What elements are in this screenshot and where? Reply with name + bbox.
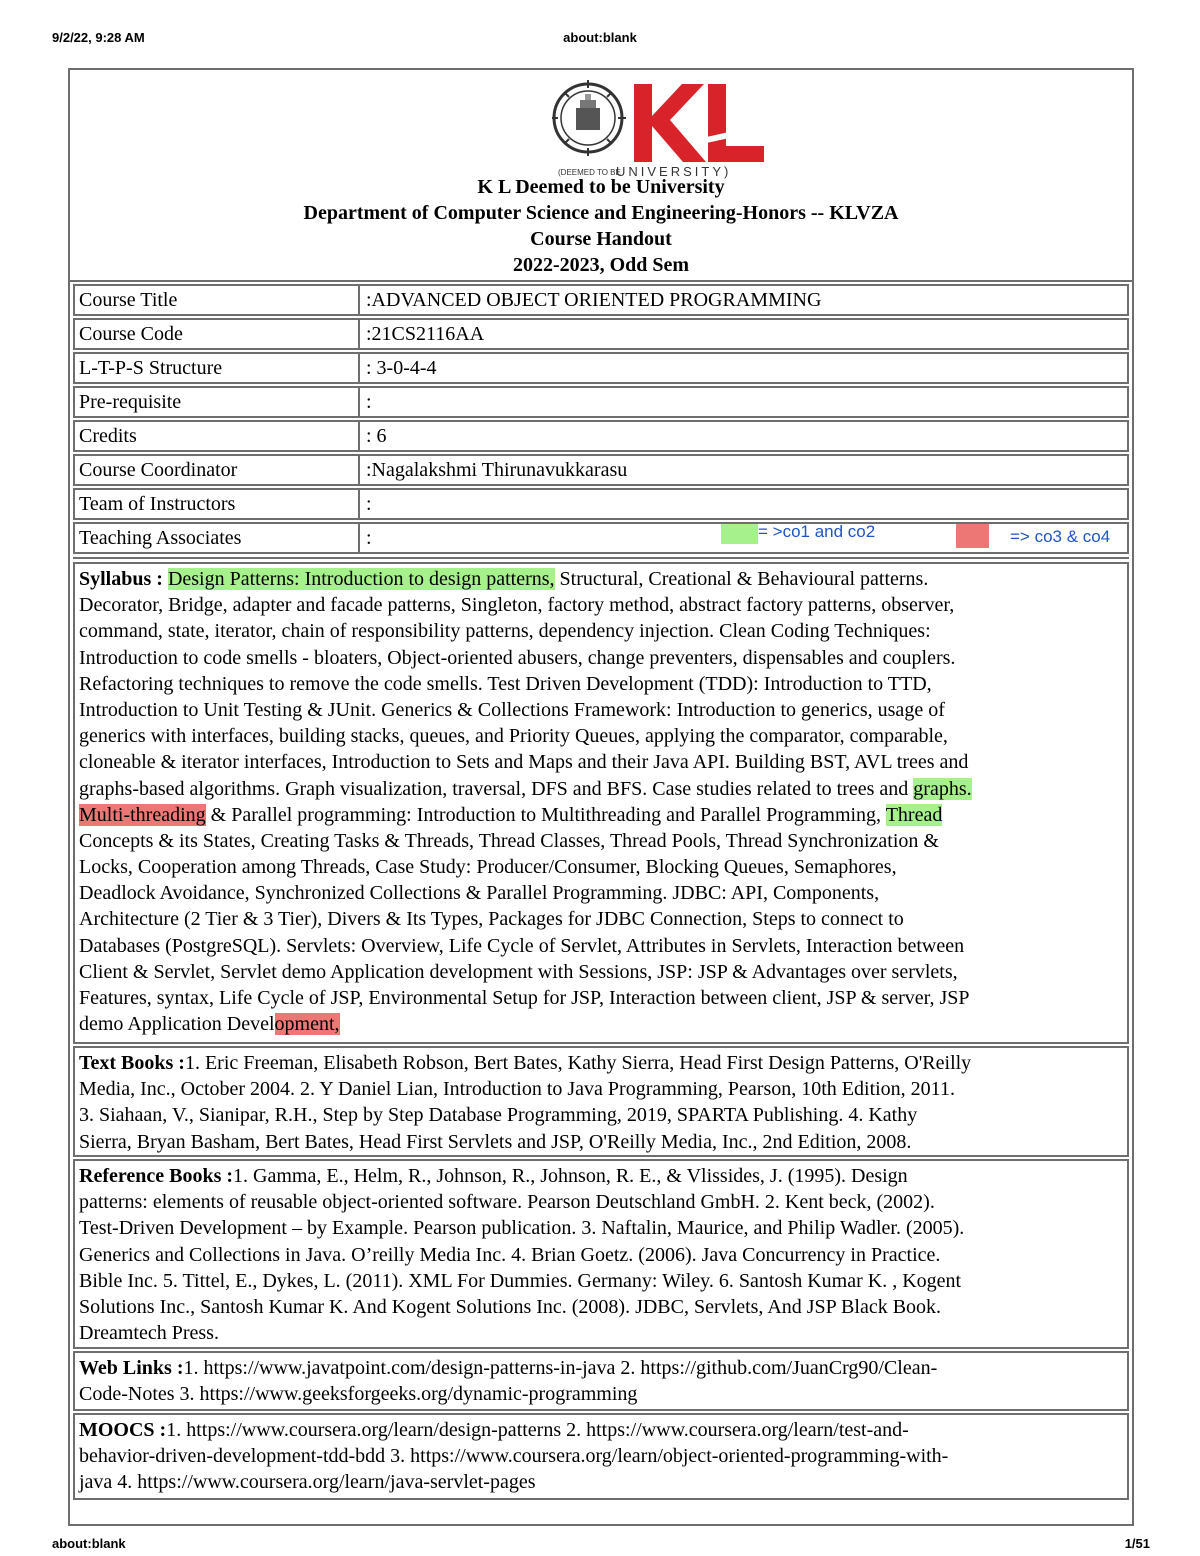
syllabus-highlight-red: Multi-threading — [79, 803, 206, 826]
info-row-course-code — [73, 318, 1129, 350]
syllabus-line: cloneable & iterator interfaces, Introduction to Sets and Maps and their Java API. Building BST, AVL trees and — [79, 751, 969, 774]
syllabus-text: Structural, Creational & Behavioural patterns. — [554, 568, 929, 590]
syllabus-text: demo Application Devel — [79, 1013, 275, 1036]
info-row-course-title — [73, 284, 1129, 316]
university-name: K L Deemed to be University — [477, 176, 725, 198]
academic-term: 2022-2023, Odd Sem — [512, 254, 690, 276]
syllabus-line: Client & Servlet, Servlet demo Application development with Sessions, JSP: JSP & Advantages over servlets, — [79, 960, 958, 983]
web-links-line[interactable]: Code-Notes 3. https://www.geeksforgeeks.org/dynamic-programming — [79, 1383, 638, 1406]
info-label: Course Coordinator — [75, 456, 360, 484]
text-books-line: Media, Inc., October 2004. 2. Y Daniel Lian, Introduction to Java Programming, Pearson, 10th Edition, 2011. — [79, 1078, 955, 1101]
syllabus-highlight-green: graphs. — [913, 777, 972, 800]
syllabus-line: command, state, iterator, chain of responsibility patterns, dependency injection. Clean Coding Techniques: — [79, 620, 931, 643]
syllabus-highlight-green: Thread — [885, 803, 943, 826]
legend-red-label: => co3 & co4 — [1010, 527, 1111, 546]
info-value: : 3-0-4-4 — [366, 357, 437, 379]
syllabus-line: Introduction to Unit Testing & JUnit. Generics & Collections Framework: Introduction to generics, usage of — [79, 698, 945, 721]
text-books-line: 1. Eric Freeman, Elisabeth Robson, Bert Bates, Kathy Sierra, Head First Design Patterns, O'Reilly — [184, 1052, 972, 1074]
print-footer-url: about:blank — [52, 1536, 126, 1551]
reference-books-heading: Reference Books : — [79, 1165, 234, 1187]
reference-books-line: Solutions Inc., Santosh Kumar K. And Kogent Solutions Inc. (2008). JDBC, Servlets, And JSP Black Book. — [79, 1295, 942, 1318]
text-books-line: Sierra, Bryan Basham, Bert Bates, Head First Servlets and JSP, O'Reilly Media, Inc., 2nd Edition, 2008. — [79, 1130, 912, 1153]
text-books-line: 3. Siahaan, V., Sianipar, R.H., Step by Step Database Programming, 2019, SPARTA Publishing. 4. Kathy — [79, 1104, 918, 1127]
info-value: : — [366, 391, 372, 413]
print-footer — [0, 1536, 1200, 1556]
logo-badge: (DEEMED TO BE — [558, 168, 621, 177]
syllabus-heading: Syllabus : — [79, 568, 163, 590]
reference-books-line: patterns: elements of reusable object-oriented software. Pearson Deutschland GmbH. 2. Kent beck, (2002). — [79, 1191, 935, 1214]
legend-red-swatch — [956, 524, 989, 548]
info-label: Teaching Associates — [75, 524, 360, 552]
info-label: L-T-P-S Structure — [75, 354, 360, 382]
info-label: Course Code — [75, 320, 360, 348]
university-logo — [552, 78, 782, 182]
print-header — [0, 30, 1200, 50]
document-header — [70, 70, 1132, 282]
print-page-title: about:blank — [563, 30, 637, 45]
info-label: Credits — [75, 422, 360, 450]
moocs-line[interactable]: java 4. https://www.coursera.org/learn/java-servlet-pages — [79, 1471, 536, 1494]
print-timestamp: 9/2/22, 9:28 AM — [52, 30, 145, 45]
moocs-line[interactable]: behavior-driven-development-tdd-bdd 3. https://www.coursera.org/learn/object-oriented-programming-with- — [79, 1445, 949, 1468]
info-row-prerequisite — [73, 386, 1129, 418]
moocs-heading: MOOCS : — [79, 1419, 167, 1441]
syllabus-line: Deadlock Avoidance, Synchronized Collections & Parallel Programming. JDBC: API, Components, — [79, 882, 880, 905]
legend-green-swatch — [721, 524, 758, 544]
reference-books-line: Dreamtech Press. — [79, 1322, 219, 1345]
info-value: :Nagalakshmi Thirunavukkarasu — [366, 459, 628, 481]
info-label: Team of Instructors — [75, 490, 360, 518]
print-page-count: 1/51 — [1124, 1536, 1150, 1551]
web-links-section — [73, 1351, 1129, 1411]
moocs-section — [73, 1413, 1129, 1500]
syllabus-line: Introduction to code smells - bloaters, Object-oriented abusers, change preventers, dispensables and couplers. — [79, 646, 956, 669]
department-name: Department of Computer Science and Engineering-Honors -- KLVZA — [303, 202, 899, 224]
syllabus-line: Locks, Cooperation among Threads, Case Study: Producer/Consumer, Blocking Queues, Semaphores, — [79, 856, 897, 879]
syllabus-text: graphs-based algorithms. Graph visualization, traversal, DFS and BFS. Case studies related to trees and — [79, 777, 914, 800]
document-type: Course Handout — [530, 228, 672, 250]
syllabus-section — [73, 562, 1129, 1044]
info-row-credits — [73, 420, 1129, 452]
text-books-section — [73, 1046, 1129, 1157]
syllabus-text: & Parallel programming: Introduction to Multithreading and Parallel Programming, — [205, 803, 886, 826]
info-label: Pre-requisite — [75, 388, 360, 416]
web-links-line[interactable]: 1. https://www.javatpoint.com/design-patterns-in-java 2. https://github.com/JuanCrg90/Clean- — [183, 1357, 938, 1379]
info-row-instructors — [73, 488, 1129, 520]
syllabus-highlight-red: opment, — [274, 1013, 340, 1036]
info-label: Course Title — [75, 286, 360, 314]
reference-books-line: Test-Driven Development – by Example. Pearson publication. 3. Naftalin, Maurice, and Philip Wadler. (2005). — [79, 1217, 965, 1240]
legend-green-label: = >co1 and co2 — [758, 522, 876, 541]
syllabus-line: Features, syntax, Life Cycle of JSP, Environmental Setup for JSP, Interaction between client, JSP & server, JSP — [79, 987, 970, 1009]
syllabus-line: Databases (PostgreSQL). Servlets: Overview, Life Cycle of Servlet, Attributes in Servlets, Interaction between — [79, 934, 965, 957]
info-value: :ADVANCED OBJECT ORIENTED PROGRAMMING — [366, 289, 822, 311]
divider — [73, 557, 1129, 559]
document-frame — [68, 68, 1134, 1526]
syllabus-line: Concepts & its States, Creating Tasks & Threads, Thread Classes, Thread Pools, Thread Synchronization & — [79, 829, 939, 852]
syllabus-line: Architecture (2 Tier & 3 Tier), Divers & Its Types, Packages for JDBC Connection, Steps to connect to — [79, 908, 904, 931]
info-value: : — [366, 527, 372, 549]
syllabus-line: Decorator, Bridge, adapter and facade patterns, Singleton, factory method, abstract factory patterns, observer, — [79, 594, 955, 617]
syllabus-line: Refactoring techniques to remove the code smells. Test Driven Development (TDD): Introduction to TTD, — [79, 672, 932, 695]
info-value: : — [366, 493, 372, 515]
reference-books-line: Generics and Collections in Java. O’reilly Media Inc. 4. Brian Goetz. (2006). Java Concurrency in Practice. — [79, 1243, 941, 1266]
reference-books-line: 1. Gamma, E., Helm, R., Johnson, R., Johnson, R. E., & Vlissides, J. (1995). Design — [233, 1165, 908, 1187]
syllabus-highlight-green: Design Patterns: Introduction to design patterns, — [167, 568, 555, 590]
info-row-ltps — [73, 352, 1129, 384]
logo-subtitle: UNIVERSITY) — [616, 164, 732, 179]
info-value: :21CS2116AA — [366, 323, 485, 345]
info-value: : 6 — [366, 425, 387, 447]
info-row-coordinator — [73, 454, 1129, 486]
text-books-heading: Text Books : — [79, 1052, 185, 1074]
reference-books-line: Bible Inc. 5. Tittel, E., Dykes, L. (2011). XML For Dummies. Germany: Wiley. 6. Santosh Kumar K. , Kogent — [79, 1269, 962, 1292]
syllabus-line: generics with interfaces, building stacks, queues, and Priority Queues, applying the comparator, comparable, — [79, 725, 948, 748]
web-links-heading: Web Links : — [79, 1357, 184, 1379]
reference-books-section — [73, 1159, 1129, 1349]
moocs-line[interactable]: 1. https://www.coursera.org/learn/design-patterns 2. https://www.coursera.org/learn/test-and- — [166, 1419, 909, 1441]
